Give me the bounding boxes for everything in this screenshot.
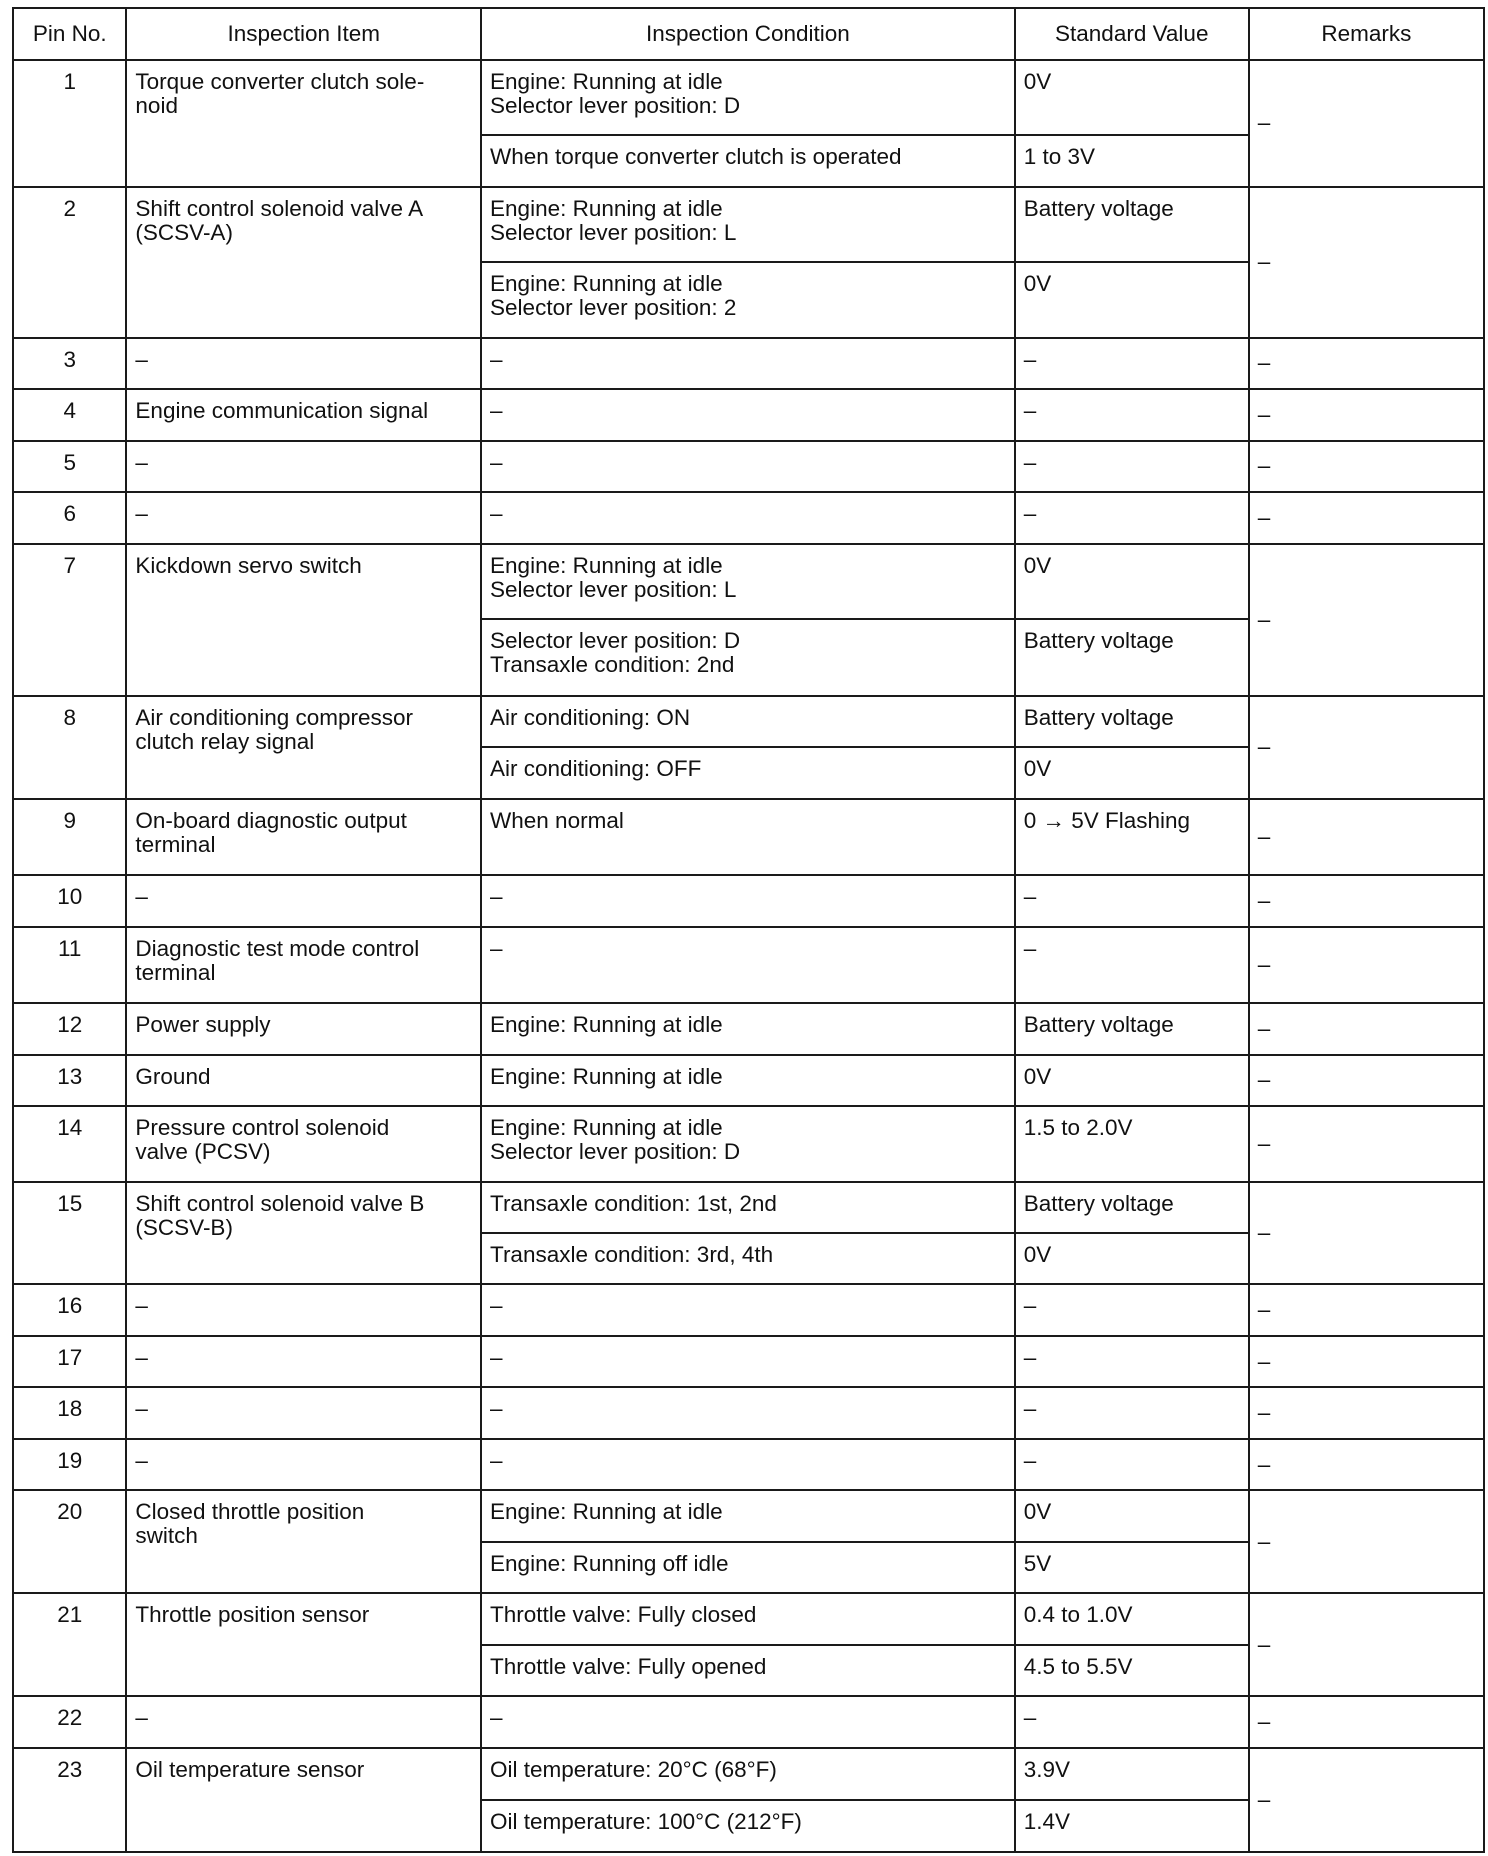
inspection-item-cell [126,1387,481,1438]
remarks-cell: – [1249,1182,1484,1285]
standard-value-cell: – [1015,1387,1249,1438]
cell-line: Engine: Running at idle [490,1115,723,1141]
pin-cell: 21 [13,1593,126,1696]
inspection-item-cell [126,544,481,696]
standard-value-cell: 0V [1015,1233,1249,1284]
cell-line: Engine: Running at idle [490,1012,723,1038]
pin-cell: 11 [13,927,126,1004]
pin-cell: 6 [13,492,126,543]
cell-line: Closed throttle position [135,1499,365,1525]
remarks-cell: – [1249,1336,1484,1387]
inspection-condition-cell [481,696,1015,747]
cell-line: – [490,884,503,910]
inspection-item-cell [126,1336,481,1387]
cell-line: – [490,346,503,372]
inspection-condition-cell [481,262,1015,337]
cell-line: Ground [135,1063,211,1089]
table-row [13,927,1484,1004]
remarks-cell: – [1249,799,1484,876]
pin-cell: 10 [13,875,126,926]
remarks-cell: – [1249,1003,1484,1054]
cell-line: – [490,1344,503,1370]
table-row [13,1055,1484,1106]
inspection-item-cell [126,1284,481,1335]
standard-value-cell: – [1015,1284,1249,1335]
standard-value-cell: – [1015,338,1249,389]
inspection-item-cell [126,187,481,338]
cell-line: When normal [490,807,624,833]
inspection-condition-cell [481,875,1015,926]
standard-value-cell: 0V [1015,1055,1249,1106]
table-row [13,60,1484,135]
inspection-condition-cell [481,1542,1015,1593]
header-condition: Inspection Condition [481,8,1015,60]
table-row [13,1748,1484,1801]
inspection-condition-cell [481,1003,1015,1054]
table-row [13,187,1484,262]
cell-line: terminal [135,831,216,857]
remarks-cell: – [1249,60,1484,187]
cell-line: – [490,1447,503,1473]
cell-line: (SCSV-A) [135,219,233,245]
pin-cell: 1 [13,60,126,187]
cell-line: – [490,501,503,527]
table-row [13,1003,1484,1054]
cell-line: – [135,884,148,910]
remarks-cell: – [1249,1387,1484,1438]
standard-value-cell: 0.4 to 1.0V [1015,1593,1249,1644]
cell-line: On-board diagnostic output [135,807,407,833]
header-row [13,8,1484,60]
cell-line: Shift control solenoid valve B [135,1190,425,1216]
cell-line: Power supply [135,1012,271,1038]
inspection-item-cell [126,60,481,187]
pin-cell: 23 [13,1748,126,1852]
inspection-item-cell [126,389,481,440]
pin-cell: 2 [13,187,126,338]
table-row [13,799,1484,876]
inspection-condition-cell [481,1593,1015,1644]
standard-value-cell: 1.5 to 2.0V [1015,1106,1249,1181]
standard-value-cell: – [1015,389,1249,440]
table-row [13,1490,1484,1541]
table-row [13,1593,1484,1644]
pin-cell: 5 [13,441,126,492]
standard-value-cell: 0V [1015,262,1249,337]
cell-line: – [490,398,503,424]
cell-line: Diagnostic test mode control [135,935,420,961]
pin-cell: 15 [13,1182,126,1285]
table-row [13,1387,1484,1438]
cell-line: When torque converter clutch is operated [490,144,902,170]
cell-line: Air conditioning: ON [490,704,691,730]
cell-line: Selector lever position: D [490,627,741,653]
pin-cell: 8 [13,696,126,799]
pin-cell: 22 [13,1696,126,1747]
cell-line: Selector lever position: D [490,93,741,118]
inspection-condition-cell [481,389,1015,440]
cell-line: – [490,1293,503,1319]
inspection-condition-cell [481,1182,1015,1233]
remarks-cell: – [1249,441,1484,492]
remarks-cell: – [1249,1490,1484,1593]
cell-line: Engine: Running at idle [490,552,723,578]
inspection-condition-cell [481,135,1015,186]
remarks-cell: – [1249,1748,1484,1852]
standard-value-cell: Battery voltage [1015,1182,1249,1233]
inspection-item-cell [126,1182,481,1285]
pin-cell: 20 [13,1490,126,1593]
inspection-condition-cell [481,492,1015,543]
remarks-cell: – [1249,492,1484,543]
standard-value-cell: Battery voltage [1015,1003,1249,1054]
cell-line: – [490,1705,503,1731]
cell-line: Kickdown servo switch [135,552,362,578]
inspection-item-cell [126,1003,481,1054]
inspection-item-cell [126,492,481,543]
remarks-cell: – [1249,696,1484,799]
cell-line: noid [135,93,178,118]
inspection-condition-cell [481,187,1015,262]
remarks-cell: – [1249,1284,1484,1335]
inspection-item-cell [126,799,481,876]
pin-cell: 3 [13,338,126,389]
cell-line: Engine: Running at idle [490,1063,723,1089]
inspection-item-cell [126,1748,481,1852]
table-row [13,1106,1484,1181]
standard-value-cell: 3.9V [1015,1748,1249,1801]
pin-cell: 9 [13,799,126,876]
cell-line: Transaxle condition: 1st, 2nd [490,1190,777,1216]
remarks-cell: – [1249,544,1484,696]
remarks-cell: – [1249,389,1484,440]
standard-value-cell: – [1015,927,1249,1004]
inspection-condition-cell [481,1284,1015,1335]
cell-line: – [135,1705,148,1731]
cell-line: Torque converter clutch sole- [135,69,425,94]
header-remarks: Remarks [1249,8,1484,60]
pin-cell: 13 [13,1055,126,1106]
pin-cell: 18 [13,1387,126,1438]
inspection-item-cell [126,696,481,799]
pin-cell: 17 [13,1336,126,1387]
inspection-item-cell [126,1593,481,1696]
inspection-item-cell [126,1439,481,1490]
remarks-cell: – [1249,1439,1484,1490]
table-row [13,441,1484,492]
standard-value-cell: – [1015,1336,1249,1387]
cell-line: Engine communication signal [135,398,429,424]
standard-value-cell: 0V [1015,544,1249,619]
table-row [13,492,1484,543]
inspection-condition-cell [481,1490,1015,1541]
inspection-condition-cell [481,927,1015,1004]
standard-value-cell: Battery voltage [1015,619,1249,696]
table-row [13,1439,1484,1490]
cell-line: switch [135,1523,198,1549]
inspection-item-cell [126,441,481,492]
cell-line: – [135,1447,148,1473]
standard-value-cell: 0 → 5V Flashing [1015,799,1249,876]
cell-line: Selector lever position: D [490,1139,741,1165]
table-row [13,1182,1484,1233]
pin-cell: 12 [13,1003,126,1054]
inspection-condition-cell [481,1800,1015,1852]
cell-line: Air conditioning: OFF [490,756,702,782]
standard-value-cell: – [1015,1439,1249,1490]
cell-line: – [135,346,148,372]
standard-value-cell: 1.4V [1015,1800,1249,1852]
cell-line: – [135,501,148,527]
cell-line: Air conditioning compressor [135,704,414,730]
standard-value-cell: Battery voltage [1015,187,1249,262]
cell-line: Throttle position sensor [135,1602,370,1628]
cell-line: valve (PCSV) [135,1139,271,1165]
remarks-cell: – [1249,1696,1484,1747]
standard-value-cell: 4.5 to 5.5V [1015,1645,1249,1696]
cell-line: terminal [135,959,216,985]
pin-cell: 14 [13,1106,126,1181]
remarks-cell: – [1249,1055,1484,1106]
remarks-cell: – [1249,1593,1484,1696]
cell-line: – [490,449,503,475]
inspection-item-cell [126,338,481,389]
inspection-condition-cell [481,1696,1015,1747]
cell-line: Engine: Running at idle [490,69,723,94]
table-row [13,544,1484,619]
cell-line: Transaxle condition: 2nd [490,651,735,677]
inspection-item-cell [126,1490,481,1593]
header-pin: Pin No. [13,8,126,60]
inspection-condition-cell [481,799,1015,876]
standard-value-cell: 0V [1015,60,1249,135]
inspection-table [12,7,1485,1853]
cell-line: Oil temperature sensor [135,1756,365,1782]
cell-line: Shift control solenoid valve A [135,195,424,221]
table-row [13,875,1484,926]
standard-value-cell: – [1015,1696,1249,1747]
pin-cell: 4 [13,389,126,440]
inspection-item-cell [126,927,481,1004]
cell-line: – [490,935,503,961]
standard-value-cell: 5V [1015,1542,1249,1593]
pin-cell: 16 [13,1284,126,1335]
cell-line: (SCSV-B) [135,1214,233,1240]
inspection-condition-cell [481,1439,1015,1490]
standard-value-cell: – [1015,875,1249,926]
inspection-condition-cell [481,1748,1015,1801]
cell-line: – [135,1396,148,1422]
inspection-condition-cell [481,441,1015,492]
cell-line: Oil temperature: 100°C (212°F) [490,1809,802,1835]
standard-value-cell: – [1015,492,1249,543]
table-row [13,696,1484,747]
cell-line: clutch relay signal [135,728,315,754]
inspection-item-cell [126,1696,481,1747]
remarks-cell: – [1249,187,1484,338]
remarks-cell: – [1249,927,1484,1004]
remarks-cell: – [1249,338,1484,389]
table-row [13,1336,1484,1387]
header-value: Standard Value [1015,8,1249,60]
inspection-item-cell [126,875,481,926]
cell-line: – [135,449,148,475]
inspection-condition-cell [481,60,1015,135]
remarks-cell: – [1249,1106,1484,1181]
table-row [13,1696,1484,1747]
cell-line: Transaxle condition: 3rd, 4th [490,1242,774,1268]
standard-value-cell: 0V [1015,747,1249,798]
cell-line: Oil temperature: 20°C (68°F) [490,1756,777,1782]
inspection-condition-cell [481,1233,1015,1284]
inspection-condition-cell [481,1106,1015,1181]
inspection-condition-cell [481,1055,1015,1106]
standard-value-cell: 0V [1015,1490,1249,1541]
inspection-condition-cell [481,1387,1015,1438]
cell-line: – [490,1396,503,1422]
cell-line: Pressure control solenoid [135,1115,390,1141]
table-row [13,1284,1484,1335]
cell-line: – [135,1293,148,1319]
standard-value-cell: – [1015,441,1249,492]
cell-line: – [135,1344,148,1370]
inspection-condition-cell [481,747,1015,798]
cell-line: Engine: Running at idle [490,1499,723,1525]
table-body [13,60,1484,1852]
standard-value-cell: 1 to 3V [1015,135,1249,186]
inspection-condition-cell [481,619,1015,696]
inspection-condition-cell [481,544,1015,619]
cell-line: Selector lever position: L [490,576,737,602]
cell-line: Engine: Running at idle [490,271,723,297]
remarks-cell: – [1249,875,1484,926]
pin-cell: 7 [13,544,126,696]
inspection-item-cell [126,1055,481,1106]
cell-line: Selector lever position: L [490,219,737,245]
cell-line: Selector lever position: 2 [490,295,737,321]
cell-line: Throttle valve: Fully opened [490,1653,767,1679]
cell-line: Throttle valve: Fully closed [490,1602,757,1628]
table-row [13,389,1484,440]
cell-line: Engine: Running off idle [490,1550,729,1576]
inspection-condition-cell [481,1645,1015,1696]
table-row [13,338,1484,389]
inspection-condition-cell [481,1336,1015,1387]
cell-line: Engine: Running at idle [490,195,723,221]
standard-value-cell: Battery voltage [1015,696,1249,747]
inspection-condition-cell [481,338,1015,389]
pin-cell: 19 [13,1439,126,1490]
inspection-item-cell [126,1106,481,1181]
header-item: Inspection Item [126,8,481,60]
